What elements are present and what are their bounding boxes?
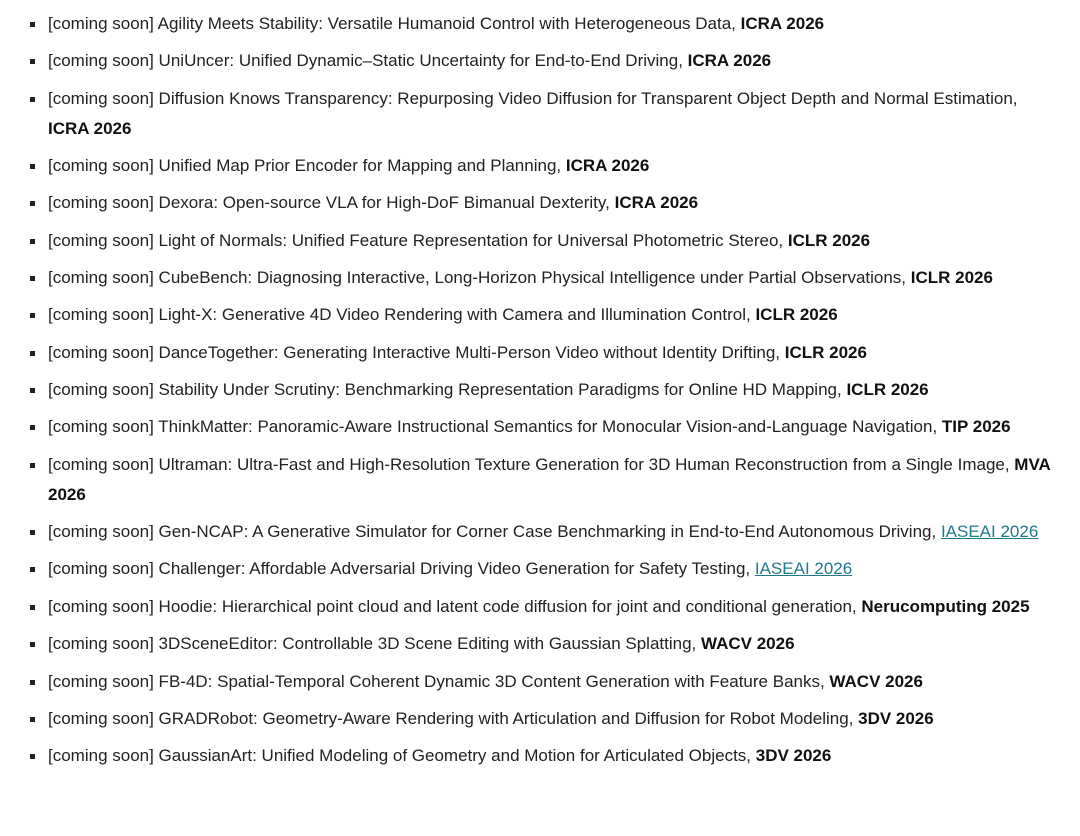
publication-venue: ICRA 2026 xyxy=(614,193,699,213)
bullet-icon xyxy=(30,754,35,759)
publication-title: [coming soon] Challenger: Affordable Adversarial Driving Video Generation for Safety Testing, xyxy=(48,559,755,579)
publication-item xyxy=(48,592,1058,622)
bullet-icon xyxy=(30,201,35,206)
publication-venue: MVA 2026 xyxy=(48,454,1051,504)
publication-title: [coming soon] Stability Under Scrutiny: Benchmarking Representation Paradigms for Online HD Mapping, xyxy=(48,380,847,400)
publication-item xyxy=(48,412,1058,442)
publication-venue: 3DV 2026 xyxy=(755,746,832,766)
venue-link[interactable]: IASEAI 2026 xyxy=(754,559,853,579)
publication-title: [coming soon] DanceTogether: Generating Interactive Multi-Person Video without Identity Drifting, xyxy=(48,342,785,362)
publication-item xyxy=(48,263,1058,293)
publication-venue: Nerucomputing 2025 xyxy=(861,596,1030,616)
publication-venue: ICRA 2026 xyxy=(740,14,825,33)
bullet-icon xyxy=(30,97,35,102)
publication-venue: 3DV 2026 xyxy=(858,708,934,728)
publication-item xyxy=(48,151,1058,181)
bullet-icon xyxy=(30,22,35,27)
bullet-icon xyxy=(30,530,35,535)
publication-title: [coming soon] GaussianArt: Unified Modeling of Geometry and Motion for Articulated Objects, xyxy=(48,746,756,766)
publication-item xyxy=(48,629,1058,659)
publication-item xyxy=(48,226,1058,256)
publication-item xyxy=(48,9,1058,39)
bullet-icon xyxy=(30,59,35,64)
publication-title: [coming soon] Light of Normals: Unified Feature Representation for Universal Photometric Stereo, xyxy=(48,230,788,250)
publication-title: [coming soon] ThinkMatter: Panoramic-Aware Instructional Semantics for Monocular Vision-and-Language Navigation, xyxy=(48,417,942,437)
publication-venue: WACV 2026 xyxy=(829,671,923,691)
bullet-icon xyxy=(30,567,35,572)
bullet-icon xyxy=(30,642,35,647)
bullet-icon xyxy=(30,239,35,244)
bullet-icon xyxy=(30,388,35,393)
publication-title: [coming soon] 3DSceneEditor: Controllable 3D Scene Editing with Gaussian Splatting, xyxy=(48,634,701,654)
publication-title: [coming soon] FB-4D: Spatial-Temporal Coherent Dynamic 3D Content Generation with Feature Banks, xyxy=(48,671,830,691)
publication-item xyxy=(48,84,1058,144)
venue-link[interactable]: IASEAI 2026 xyxy=(940,522,1039,542)
publication-item xyxy=(48,704,1058,734)
publication-title: [coming soon] UniUncer: Unified Dynamic–Static Uncertainty for End-to-End Driving, xyxy=(48,51,688,71)
publication-title: [coming soon] CubeBench: Diagnosing Interactive, Long-Horizon Physical Intelligence under Partial Observations, xyxy=(48,268,911,288)
publication-title: [coming soon] Light-X: Generative 4D Video Rendering with Camera and Illumination Control, xyxy=(48,305,756,325)
publication-item xyxy=(48,741,1058,771)
publication-venue: ICLR 2026 xyxy=(787,230,871,250)
publication-item xyxy=(48,46,1058,76)
bullet-icon xyxy=(30,717,35,722)
publication-title: [coming soon] Unified Map Prior Encoder for Mapping and Planning, xyxy=(48,156,566,176)
publication-item xyxy=(48,375,1058,405)
publication-title: [coming soon] Agility Meets Stability: Versatile Humanoid Control with Heterogeneous Data, xyxy=(48,14,741,33)
publication-venue: ICRA 2026 xyxy=(48,118,132,138)
publication-title: [coming soon] Diffusion Knows Transparency: Repurposing Video Diffusion for Transparent Object Depth and Normal Estimation, xyxy=(48,88,1018,108)
bullet-icon xyxy=(30,605,35,610)
publication-venue: ICLR 2026 xyxy=(784,342,867,362)
publication-item xyxy=(48,338,1058,368)
bullet-icon xyxy=(30,425,35,430)
publication-item xyxy=(48,667,1058,697)
publication-title: [coming soon] Gen-NCAP: A Generative Simulator for Corner Case Benchmarking in End-to-End Autonomous Driving, xyxy=(48,522,941,542)
publication-venue: ICLR 2026 xyxy=(846,380,929,400)
bullet-icon xyxy=(30,313,35,318)
publication-title: [coming soon] Ultraman: Ultra-Fast and High-Resolution Texture Generation for 3D Human Reconstruction from a Single Image, xyxy=(48,454,1015,474)
bullet-icon xyxy=(30,680,35,685)
bullet-icon xyxy=(30,351,35,356)
publication-venue: ICLR 2026 xyxy=(910,268,993,288)
publication-item xyxy=(48,300,1058,330)
publication-title: [coming soon] GRADRobot: Geometry-Aware Rendering with Articulation and Diffusion for Robot Modeling, xyxy=(48,708,859,728)
publication-venue: ICRA 2026 xyxy=(687,51,772,71)
publication-title: [coming soon] Hoodie: Hierarchical point cloud and latent code diffusion for joint and conditional generation, xyxy=(48,596,862,616)
publication-item xyxy=(48,517,1058,547)
publication-title: [coming soon] Dexora: Open-source VLA for High-DoF Bimanual Dexterity, xyxy=(48,193,615,213)
publication-venue: TIP 2026 xyxy=(941,417,1011,437)
bullet-icon xyxy=(30,463,35,468)
bullet-icon xyxy=(30,276,35,281)
publication-venue: ICRA 2026 xyxy=(565,156,650,176)
publication-item xyxy=(48,554,1058,584)
publication-item xyxy=(48,450,1058,510)
publication-venue: ICLR 2026 xyxy=(755,305,838,325)
bullet-icon xyxy=(30,164,35,169)
publication-item xyxy=(48,188,1058,218)
publication-venue: WACV 2026 xyxy=(700,634,795,654)
